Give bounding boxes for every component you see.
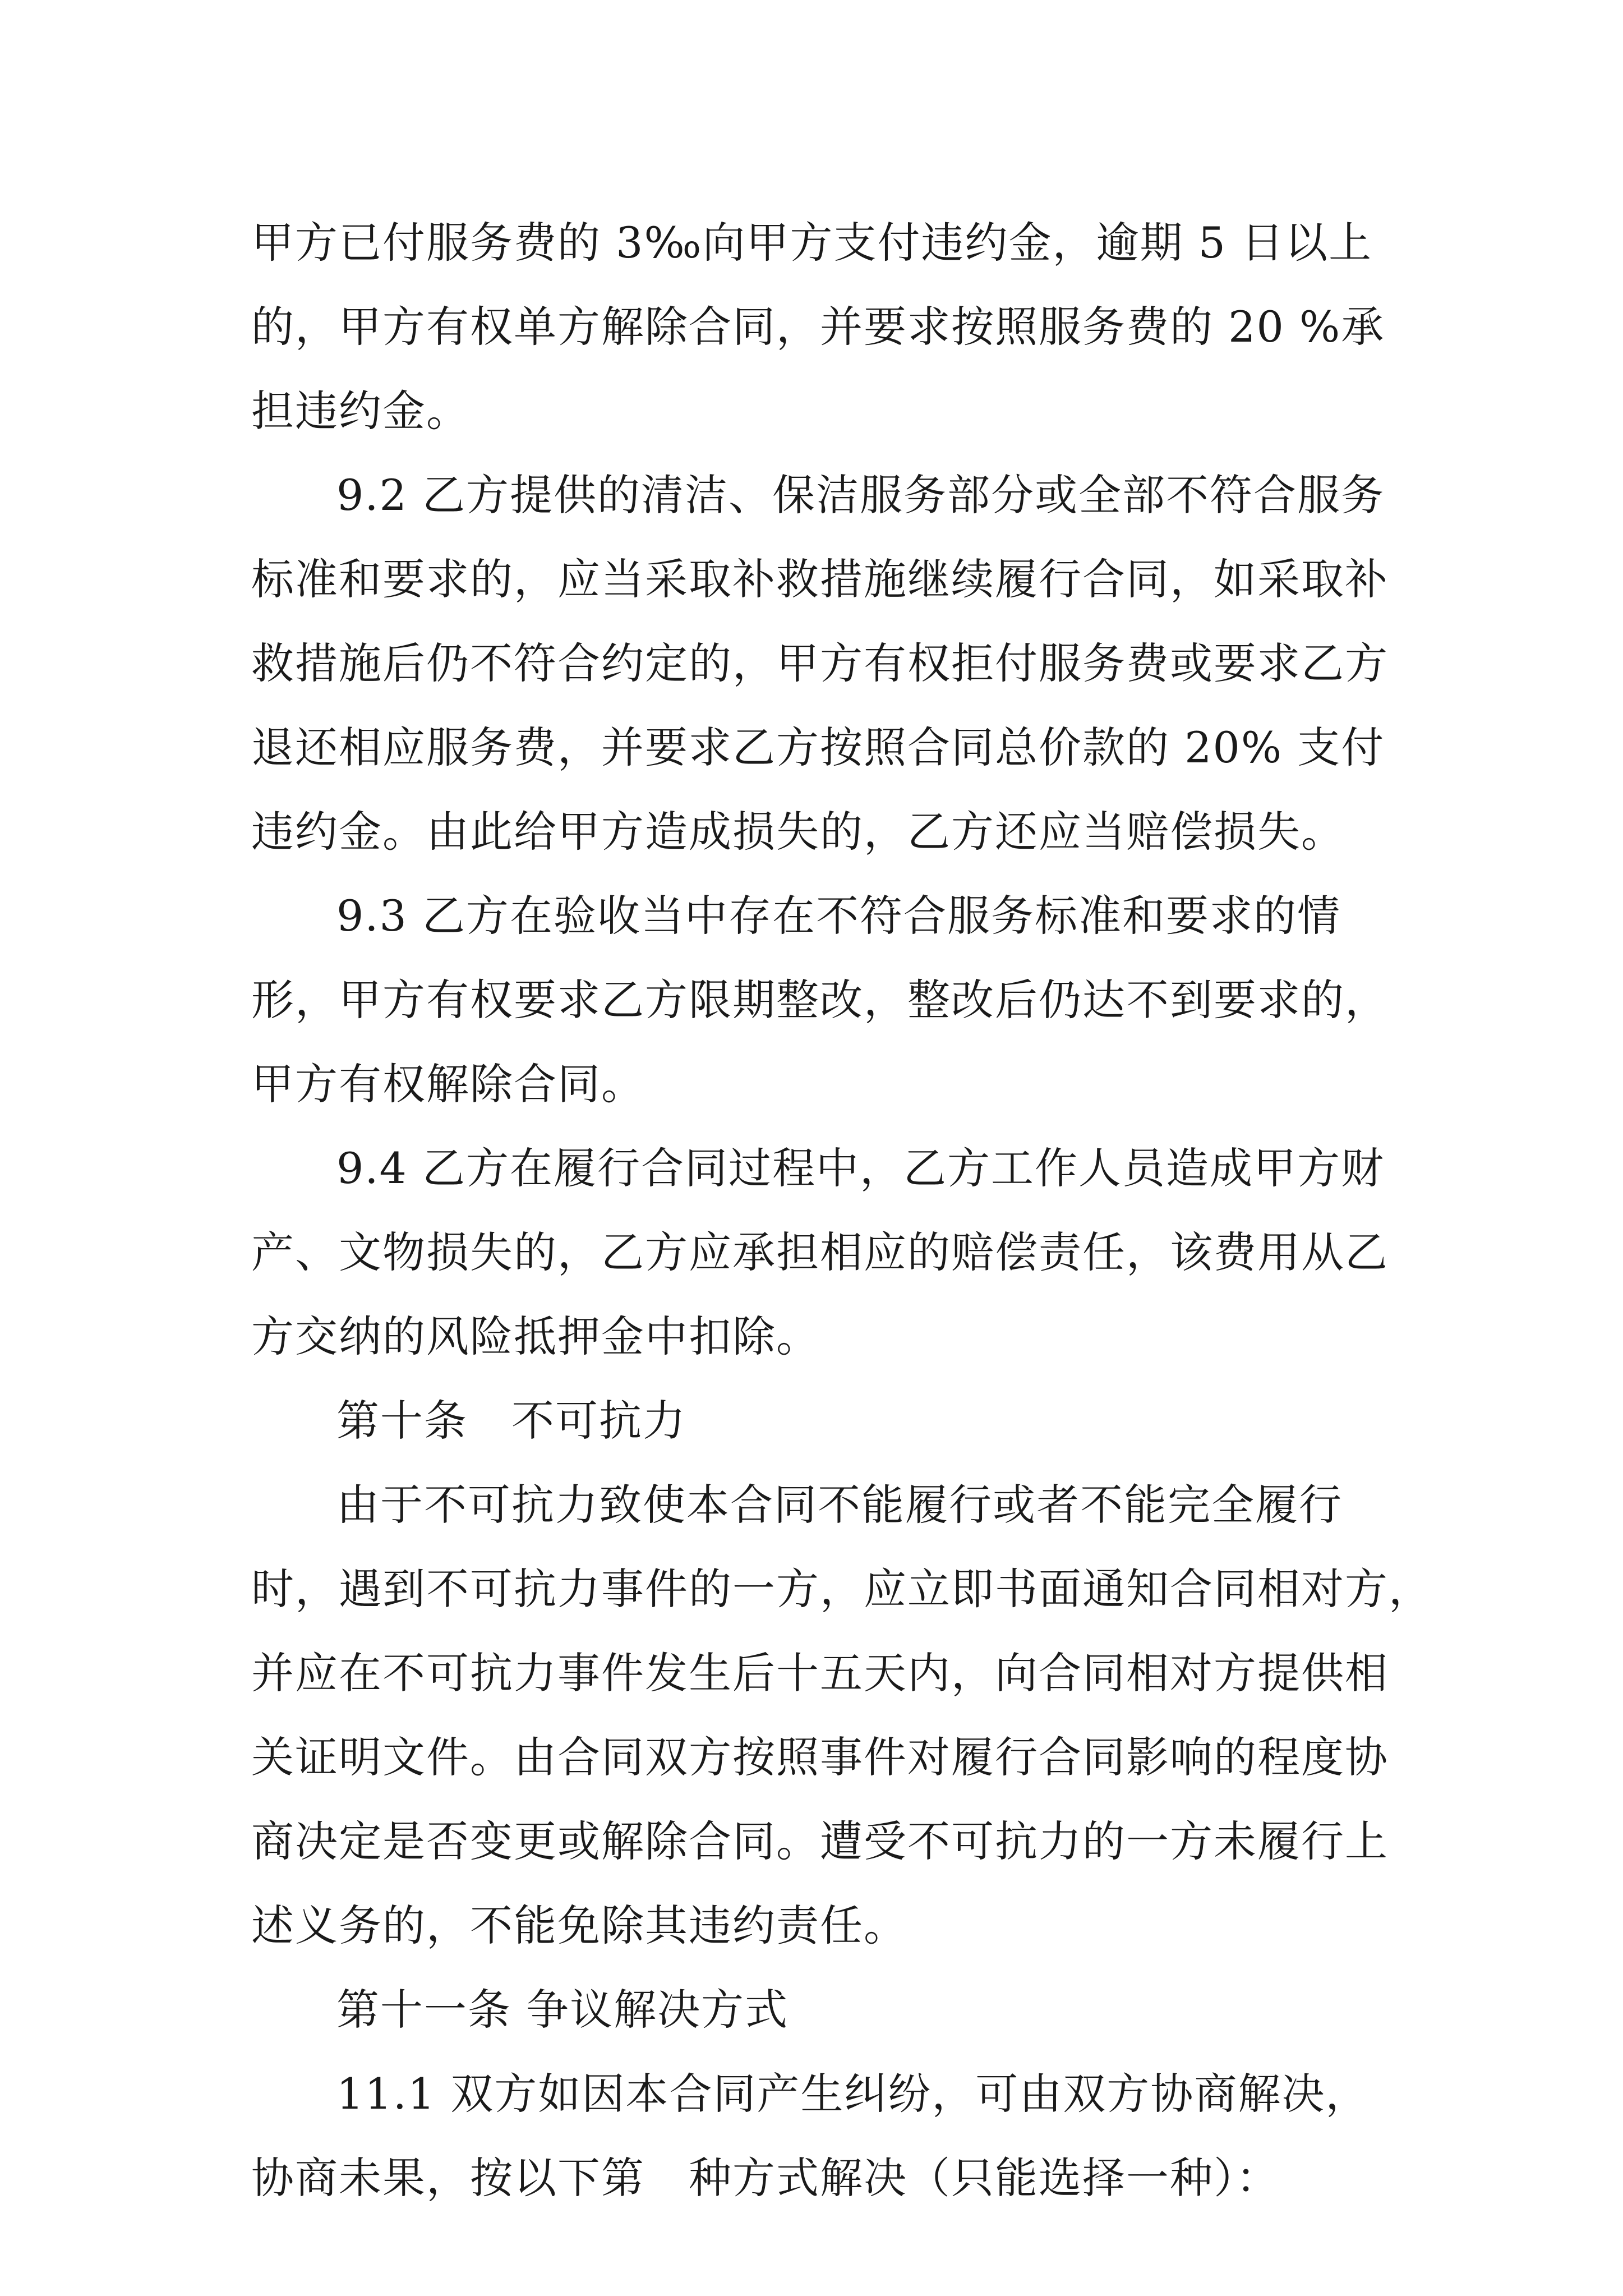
text-line: 甲方有权解除合同。	[251, 1059, 645, 1109]
text-line: 救措施后仍不符合约定的，甲方有权拒付服务费或要求乙方	[251, 638, 1389, 688]
clause-9-4-first-line: 9.4 乙方在履行合同过程中，乙方工作人员造成甲方财	[336, 1143, 1385, 1193]
text-line: 商决定是否变更或解除合同。遭受不可抗力的一方未履行上	[251, 1816, 1389, 1866]
clause-9-2-first-line: 9.2 乙方提供的清洁、保洁服务部分或全部不符合服务	[336, 470, 1385, 520]
article-11-heading: 第十一条 争议解决方式	[336, 1985, 789, 2035]
clause-9-3-first-line: 9.3 乙方在验收当中存在不符合服务标准和要求的情	[336, 891, 1341, 941]
text-line: 违约金。由此给甲方造成损失的，乙方还应当赔偿损失。	[251, 807, 1345, 857]
article-10-heading: 第十条 不可抗力	[336, 1396, 686, 1446]
text-line: 的，甲方有权单方解除合同，并要求按照服务费的 20 %承	[251, 302, 1385, 352]
text-line: 并应在不可抗力事件发生后十五天内，向合同相对方提供相	[251, 1648, 1389, 1698]
text-line: 时，遇到不可抗力事件的一方，应立即书面通知合同相对方，	[251, 1564, 1432, 1614]
text-line: 产、文物损失的，乙方应承担相应的赔偿责任，该费用从乙	[251, 1227, 1389, 1277]
text-line: 关证明文件。由合同双方按照事件对履行合同影响的程度协	[251, 1732, 1389, 1782]
text-line: 甲方已付服务费的 3‰向甲方支付违约金，逾期 5 日以上	[251, 218, 1373, 268]
clause-11-1-first-line: 11.1 双方如因本合同产生纠纷，可由双方协商解决，	[336, 2069, 1370, 2119]
text-line: 方交纳的风险抵押金中扣除。	[251, 1312, 820, 1361]
text-line: 述义务的，不能免除其违约责任。	[251, 1901, 907, 1950]
text-line: 退还相应服务费，并要求乙方按照合同总价款的 20% 支付	[251, 723, 1385, 772]
text-line: 协商未果，按以下第 种方式解决（只能选择一种）：	[251, 2153, 1280, 2203]
text-line: 标准和要求的，应当采取补救措施继续履行合同，如采取补	[251, 554, 1389, 604]
text-line: 形，甲方有权要求乙方限期整改，整改后仍达不到要求的，	[251, 975, 1389, 1025]
article-10-paragraph-first-line: 由于不可抗力致使本合同不能履行或者不能完全履行	[336, 1480, 1343, 1530]
text-line: 担违约金。	[251, 386, 470, 436]
